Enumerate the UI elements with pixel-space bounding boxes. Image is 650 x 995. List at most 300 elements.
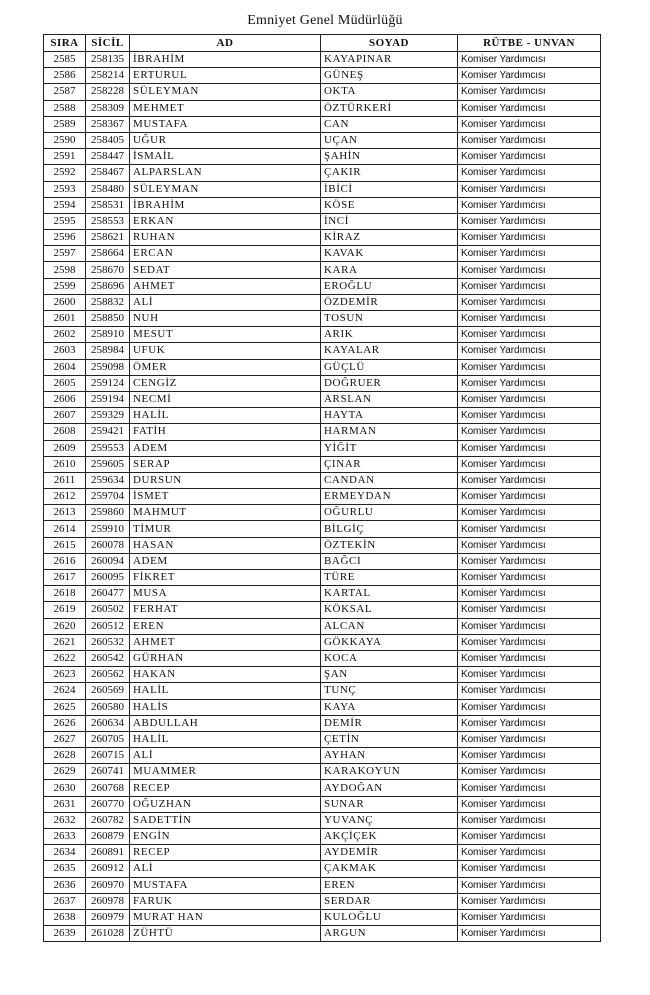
cell-sira: 2626 (44, 715, 86, 731)
cell-ad: İSMET (130, 489, 321, 505)
cell-rutbe-unvan: Komiser Yardımcısı (458, 213, 601, 229)
cell-sicil: 258670 (86, 262, 130, 278)
cell-ad: GÜRHAN (130, 650, 321, 666)
table-row (44, 327, 601, 343)
cell-sira: 2599 (44, 278, 86, 294)
cell-rutbe-unvan: Komiser Yardımcısı (458, 829, 601, 845)
cell-sicil: 258531 (86, 197, 130, 213)
cell-ad: HAKAN (130, 667, 321, 683)
cell-ad: ERKAN (130, 213, 321, 229)
cell-rutbe-unvan: Komiser Yardımcısı (458, 311, 601, 327)
cell-sira: 2623 (44, 667, 86, 683)
personnel-table (43, 34, 601, 942)
table-row (44, 246, 601, 262)
cell-ad: RECEP (130, 780, 321, 796)
cell-ad: MUSTAFA (130, 116, 321, 132)
cell-soyad: CANDAN (321, 472, 458, 488)
table-row (44, 213, 601, 229)
cell-sicil: 260705 (86, 731, 130, 747)
cell-sira: 2636 (44, 877, 86, 893)
cell-sira: 2609 (44, 440, 86, 456)
cell-rutbe-unvan: Komiser Yardımcısı (458, 893, 601, 909)
cell-sira: 2602 (44, 327, 86, 343)
cell-sicil: 259910 (86, 521, 130, 537)
cell-ad: ERCAN (130, 246, 321, 262)
cell-sicil: 260477 (86, 586, 130, 602)
cell-soyad: AYHAN (321, 748, 458, 764)
cell-sira: 2637 (44, 893, 86, 909)
cell-sira: 2617 (44, 570, 86, 586)
cell-ad: FİKRET (130, 570, 321, 586)
cell-sira: 2615 (44, 537, 86, 553)
cell-rutbe-unvan: Komiser Yardımcısı (458, 375, 601, 391)
cell-ad: MUSTAFA (130, 877, 321, 893)
cell-soyad: ÇETİN (321, 731, 458, 747)
cell-sicil: 260542 (86, 650, 130, 666)
cell-sira: 2608 (44, 424, 86, 440)
cell-rutbe-unvan: Komiser Yardımcısı (458, 132, 601, 148)
cell-sicil: 260512 (86, 618, 130, 634)
cell-ad: HALİL (130, 408, 321, 424)
cell-rutbe-unvan: Komiser Yardımcısı (458, 359, 601, 375)
cell-ad: ALİ (130, 861, 321, 877)
table-row (44, 731, 601, 747)
cell-ad: MUSA (130, 586, 321, 602)
table-row (44, 780, 601, 796)
cell-sicil: 260715 (86, 748, 130, 764)
table-row (44, 796, 601, 812)
cell-sira: 2598 (44, 262, 86, 278)
cell-sira: 2601 (44, 311, 86, 327)
cell-sira: 2607 (44, 408, 86, 424)
cell-ad: ADEM (130, 553, 321, 569)
cell-sicil: 258135 (86, 52, 130, 68)
cell-rutbe-unvan: Komiser Yardımcısı (458, 586, 601, 602)
cell-rutbe-unvan: Komiser Yardımcısı (458, 391, 601, 407)
cell-sira: 2587 (44, 84, 86, 100)
table-row (44, 553, 601, 569)
cell-ad: ENGİN (130, 829, 321, 845)
table-row (44, 618, 601, 634)
cell-sicil: 260562 (86, 667, 130, 683)
cell-rutbe-unvan: Komiser Yardımcısı (458, 197, 601, 213)
cell-rutbe-unvan: Komiser Yardımcısı (458, 602, 601, 618)
cell-sicil: 258696 (86, 278, 130, 294)
cell-rutbe-unvan: Komiser Yardımcısı (458, 489, 601, 505)
cell-soyad: KULOĞLU (321, 909, 458, 925)
cell-sicil: 258664 (86, 246, 130, 262)
cell-sicil: 259553 (86, 440, 130, 456)
cell-ad: SADETTİN (130, 812, 321, 828)
cell-sicil: 259124 (86, 375, 130, 391)
cell-sicil: 258832 (86, 294, 130, 310)
cell-soyad: İNCİ (321, 213, 458, 229)
cell-ad: MESUT (130, 327, 321, 343)
cell-soyad: CAN (321, 116, 458, 132)
cell-sicil: 260634 (86, 715, 130, 731)
cell-soyad: SUNAR (321, 796, 458, 812)
header-ad: AD (130, 35, 321, 52)
cell-sira: 2593 (44, 181, 86, 197)
cell-sicil: 259704 (86, 489, 130, 505)
cell-soyad: KÖSE (321, 197, 458, 213)
table-row (44, 829, 601, 845)
cell-sicil: 260532 (86, 634, 130, 650)
table-row (44, 748, 601, 764)
table-row (44, 537, 601, 553)
cell-rutbe-unvan: Komiser Yardımcısı (458, 715, 601, 731)
cell-soyad: DEMİR (321, 715, 458, 731)
cell-rutbe-unvan: Komiser Yardımcısı (458, 877, 601, 893)
cell-soyad: KAYAPINAR (321, 52, 458, 68)
cell-rutbe-unvan: Komiser Yardımcısı (458, 667, 601, 683)
cell-soyad: ERMEYDAN (321, 489, 458, 505)
cell-sicil: 260912 (86, 861, 130, 877)
cell-sicil: 260970 (86, 877, 130, 893)
cell-sicil: 260879 (86, 829, 130, 845)
cell-rutbe-unvan: Komiser Yardımcısı (458, 553, 601, 569)
cell-rutbe-unvan: Komiser Yardımcısı (458, 84, 601, 100)
cell-sicil: 258467 (86, 165, 130, 181)
cell-soyad: KARAKOYUN (321, 764, 458, 780)
cell-ad: RECEP (130, 845, 321, 861)
cell-rutbe-unvan: Komiser Yardımcısı (458, 650, 601, 666)
cell-sicil: 260741 (86, 764, 130, 780)
cell-sicil: 260078 (86, 537, 130, 553)
cell-rutbe-unvan: Komiser Yardımcısı (458, 764, 601, 780)
cell-sira: 2612 (44, 489, 86, 505)
cell-sira: 2627 (44, 731, 86, 747)
cell-ad: TİMUR (130, 521, 321, 537)
table-row (44, 909, 601, 925)
cell-sicil: 260095 (86, 570, 130, 586)
cell-rutbe-unvan: Komiser Yardımcısı (458, 634, 601, 650)
cell-sira: 2634 (44, 845, 86, 861)
cell-sira: 2624 (44, 683, 86, 699)
cell-soyad: ÖZTEKİN (321, 537, 458, 553)
cell-rutbe-unvan: Komiser Yardımcısı (458, 424, 601, 440)
cell-ad: MEHMET (130, 100, 321, 116)
table-row (44, 52, 601, 68)
table-row (44, 359, 601, 375)
cell-ad: ZÜHTÜ (130, 926, 321, 942)
table-row (44, 472, 601, 488)
cell-sicil: 260094 (86, 553, 130, 569)
cell-sicil: 260580 (86, 699, 130, 715)
cell-soyad: İBİCİ (321, 181, 458, 197)
cell-sira: 2585 (44, 52, 86, 68)
cell-sira: 2632 (44, 812, 86, 828)
cell-soyad: ARSLAN (321, 391, 458, 407)
table-row (44, 926, 601, 942)
cell-sicil: 259605 (86, 456, 130, 472)
cell-soyad: AKÇİÇEK (321, 829, 458, 845)
cell-ad: UFUK (130, 343, 321, 359)
cell-rutbe-unvan: Komiser Yardımcısı (458, 618, 601, 634)
cell-sira: 2628 (44, 748, 86, 764)
cell-sicil: 261028 (86, 926, 130, 942)
table-row (44, 100, 601, 116)
cell-ad: CENGİZ (130, 375, 321, 391)
cell-ad: UĞUR (130, 132, 321, 148)
cell-ad: HALİL (130, 683, 321, 699)
cell-ad: FERHAT (130, 602, 321, 618)
table-row (44, 132, 601, 148)
header-sicil: SİCİL (86, 35, 130, 52)
table-row (44, 634, 601, 650)
cell-soyad: KÖKSAL (321, 602, 458, 618)
cell-ad: ERTURUL (130, 68, 321, 84)
cell-rutbe-unvan: Komiser Yardımcısı (458, 812, 601, 828)
table-row (44, 893, 601, 909)
cell-ad: ABDULLAH (130, 715, 321, 731)
cell-ad: EREN (130, 618, 321, 634)
table-row (44, 197, 601, 213)
cell-rutbe-unvan: Komiser Yardımcısı (458, 521, 601, 537)
cell-sira: 2620 (44, 618, 86, 634)
cell-soyad: TUNÇ (321, 683, 458, 699)
cell-sira: 2638 (44, 909, 86, 925)
cell-sicil: 258850 (86, 311, 130, 327)
table-row (44, 521, 601, 537)
cell-rutbe-unvan: Komiser Yardımcısı (458, 181, 601, 197)
table-row (44, 586, 601, 602)
table-body (44, 52, 601, 942)
table-row (44, 343, 601, 359)
cell-sira: 2619 (44, 602, 86, 618)
cell-sicil: 260768 (86, 780, 130, 796)
cell-sicil: 260782 (86, 812, 130, 828)
cell-soyad: ARGUN (321, 926, 458, 942)
cell-soyad: ŞAHİN (321, 149, 458, 165)
cell-soyad: UÇAN (321, 132, 458, 148)
table-row (44, 68, 601, 84)
table-row (44, 489, 601, 505)
cell-rutbe-unvan: Komiser Yardımcısı (458, 343, 601, 359)
cell-soyad: KAYALAR (321, 343, 458, 359)
cell-rutbe-unvan: Komiser Yardımcısı (458, 149, 601, 165)
cell-soyad: BAĞCI (321, 553, 458, 569)
table-row (44, 391, 601, 407)
table-row (44, 861, 601, 877)
cell-ad: İBRAHİM (130, 197, 321, 213)
cell-rutbe-unvan: Komiser Yardımcısı (458, 683, 601, 699)
cell-sira: 2639 (44, 926, 86, 942)
cell-sicil: 258910 (86, 327, 130, 343)
cell-soyad: OĞURLU (321, 505, 458, 521)
cell-rutbe-unvan: Komiser Yardımcısı (458, 230, 601, 246)
cell-sicil: 258553 (86, 213, 130, 229)
cell-ad: MUAMMER (130, 764, 321, 780)
table-row (44, 181, 601, 197)
cell-rutbe-unvan: Komiser Yardımcısı (458, 262, 601, 278)
cell-sira: 2616 (44, 553, 86, 569)
table-row (44, 262, 601, 278)
cell-soyad: HAYTA (321, 408, 458, 424)
cell-ad: ÖMER (130, 359, 321, 375)
cell-soyad: BİLGİÇ (321, 521, 458, 537)
cell-rutbe-unvan: Komiser Yardımcısı (458, 294, 601, 310)
cell-sicil: 258447 (86, 149, 130, 165)
cell-sira: 2605 (44, 375, 86, 391)
cell-soyad: ALCAN (321, 618, 458, 634)
cell-sira: 2621 (44, 634, 86, 650)
cell-sira: 2596 (44, 230, 86, 246)
table-row (44, 715, 601, 731)
cell-sira: 2600 (44, 294, 86, 310)
cell-rutbe-unvan: Komiser Yardımcısı (458, 100, 601, 116)
table-row (44, 877, 601, 893)
cell-rutbe-unvan: Komiser Yardımcısı (458, 456, 601, 472)
cell-rutbe-unvan: Komiser Yardımcısı (458, 861, 601, 877)
table-row (44, 375, 601, 391)
header-rutbe-unvan: RÜTBE - UNVAN (458, 35, 601, 52)
cell-ad: NECMİ (130, 391, 321, 407)
cell-rutbe-unvan: Komiser Yardımcısı (458, 537, 601, 553)
cell-rutbe-unvan: Komiser Yardımcısı (458, 278, 601, 294)
cell-soyad: ÇAKMAK (321, 861, 458, 877)
cell-rutbe-unvan: Komiser Yardımcısı (458, 327, 601, 343)
table-row (44, 230, 601, 246)
cell-rutbe-unvan: Komiser Yardımcısı (458, 165, 601, 181)
cell-rutbe-unvan: Komiser Yardımcısı (458, 505, 601, 521)
cell-soyad: ÇINAR (321, 456, 458, 472)
cell-soyad: KAYA (321, 699, 458, 715)
cell-soyad: ÇAKIR (321, 165, 458, 181)
cell-rutbe-unvan: Komiser Yardımcısı (458, 472, 601, 488)
table-row (44, 294, 601, 310)
cell-sicil: 258214 (86, 68, 130, 84)
cell-sicil: 258309 (86, 100, 130, 116)
cell-ad: ADEM (130, 440, 321, 456)
cell-ad: MURAT HAN (130, 909, 321, 925)
cell-soyad: DOĞRUER (321, 375, 458, 391)
cell-rutbe-unvan: Komiser Yardımcısı (458, 909, 601, 925)
cell-sira: 2586 (44, 68, 86, 84)
cell-sira: 2633 (44, 829, 86, 845)
table-row (44, 149, 601, 165)
cell-sira: 2592 (44, 165, 86, 181)
cell-soyad: KARA (321, 262, 458, 278)
cell-rutbe-unvan: Komiser Yardımcısı (458, 731, 601, 747)
cell-ad: AHMET (130, 278, 321, 294)
cell-soyad: AYDEMİR (321, 845, 458, 861)
cell-ad: SÜLEYMAN (130, 181, 321, 197)
cell-sira: 2606 (44, 391, 86, 407)
header-sira: SIRA (44, 35, 86, 52)
cell-sira: 2594 (44, 197, 86, 213)
cell-sira: 2622 (44, 650, 86, 666)
cell-ad: NUH (130, 311, 321, 327)
cell-ad: FARUK (130, 893, 321, 909)
cell-soyad: ARIK (321, 327, 458, 343)
table-row (44, 165, 601, 181)
cell-sira: 2590 (44, 132, 86, 148)
table-row (44, 650, 601, 666)
cell-sicil: 259421 (86, 424, 130, 440)
cell-sicil: 259194 (86, 391, 130, 407)
cell-soyad: TOSUN (321, 311, 458, 327)
cell-sicil: 258405 (86, 132, 130, 148)
cell-rutbe-unvan: Komiser Yardımcısı (458, 570, 601, 586)
cell-sicil: 258480 (86, 181, 130, 197)
cell-rutbe-unvan: Komiser Yardımcısı (458, 52, 601, 68)
cell-ad: DURSUN (130, 472, 321, 488)
table-row (44, 408, 601, 424)
cell-rutbe-unvan: Komiser Yardımcısı (458, 68, 601, 84)
cell-sira: 2595 (44, 213, 86, 229)
cell-soyad: ÖZTÜRKERİ (321, 100, 458, 116)
cell-sicil: 259329 (86, 408, 130, 424)
cell-sira: 2588 (44, 100, 86, 116)
cell-sira: 2631 (44, 796, 86, 812)
table-row (44, 812, 601, 828)
cell-ad: HALİS (130, 699, 321, 715)
page-title: Emniyet Genel Müdürlüğü (247, 13, 403, 28)
cell-soyad: YİĞİT (321, 440, 458, 456)
cell-soyad: GÜNEŞ (321, 68, 458, 84)
cell-sicil: 260978 (86, 893, 130, 909)
cell-rutbe-unvan: Komiser Yardımcısı (458, 408, 601, 424)
cell-sira: 2625 (44, 699, 86, 715)
cell-sira: 2629 (44, 764, 86, 780)
table-row (44, 845, 601, 861)
cell-sicil: 258367 (86, 116, 130, 132)
cell-sicil: 259098 (86, 359, 130, 375)
cell-sicil: 260979 (86, 909, 130, 925)
cell-rutbe-unvan: Komiser Yardımcısı (458, 780, 601, 796)
cell-ad: SERAP (130, 456, 321, 472)
cell-sira: 2604 (44, 359, 86, 375)
cell-ad: OĞUZHAN (130, 796, 321, 812)
cell-soyad: EROĞLU (321, 278, 458, 294)
cell-soyad: ÖZDEMİR (321, 294, 458, 310)
table-row (44, 84, 601, 100)
cell-ad: MAHMUT (130, 505, 321, 521)
cell-ad: HASAN (130, 537, 321, 553)
cell-ad: SEDAT (130, 262, 321, 278)
cell-rutbe-unvan: Komiser Yardımcısı (458, 845, 601, 861)
cell-sicil: 260891 (86, 845, 130, 861)
table-row (44, 311, 601, 327)
table-row (44, 602, 601, 618)
cell-rutbe-unvan: Komiser Yardımcısı (458, 926, 601, 942)
cell-soyad: HARMAN (321, 424, 458, 440)
cell-soyad: KOCA (321, 650, 458, 666)
cell-rutbe-unvan: Komiser Yardımcısı (458, 748, 601, 764)
cell-rutbe-unvan: Komiser Yardımcısı (458, 246, 601, 262)
cell-soyad: GÖKKAYA (321, 634, 458, 650)
cell-ad: HALİL (130, 731, 321, 747)
cell-sira: 2603 (44, 343, 86, 359)
cell-sira: 2635 (44, 861, 86, 877)
cell-sira: 2618 (44, 586, 86, 602)
cell-sicil: 258228 (86, 84, 130, 100)
table-row (44, 456, 601, 472)
table-row (44, 440, 601, 456)
cell-soyad: SERDAR (321, 893, 458, 909)
cell-ad: FATİH (130, 424, 321, 440)
table-row (44, 683, 601, 699)
cell-sicil: 258621 (86, 230, 130, 246)
cell-sicil: 260770 (86, 796, 130, 812)
cell-ad: SÜLEYMAN (130, 84, 321, 100)
table-row (44, 424, 601, 440)
cell-soyad: KİRAZ (321, 230, 458, 246)
table-row (44, 570, 601, 586)
table-row (44, 667, 601, 683)
table-row (44, 505, 601, 521)
